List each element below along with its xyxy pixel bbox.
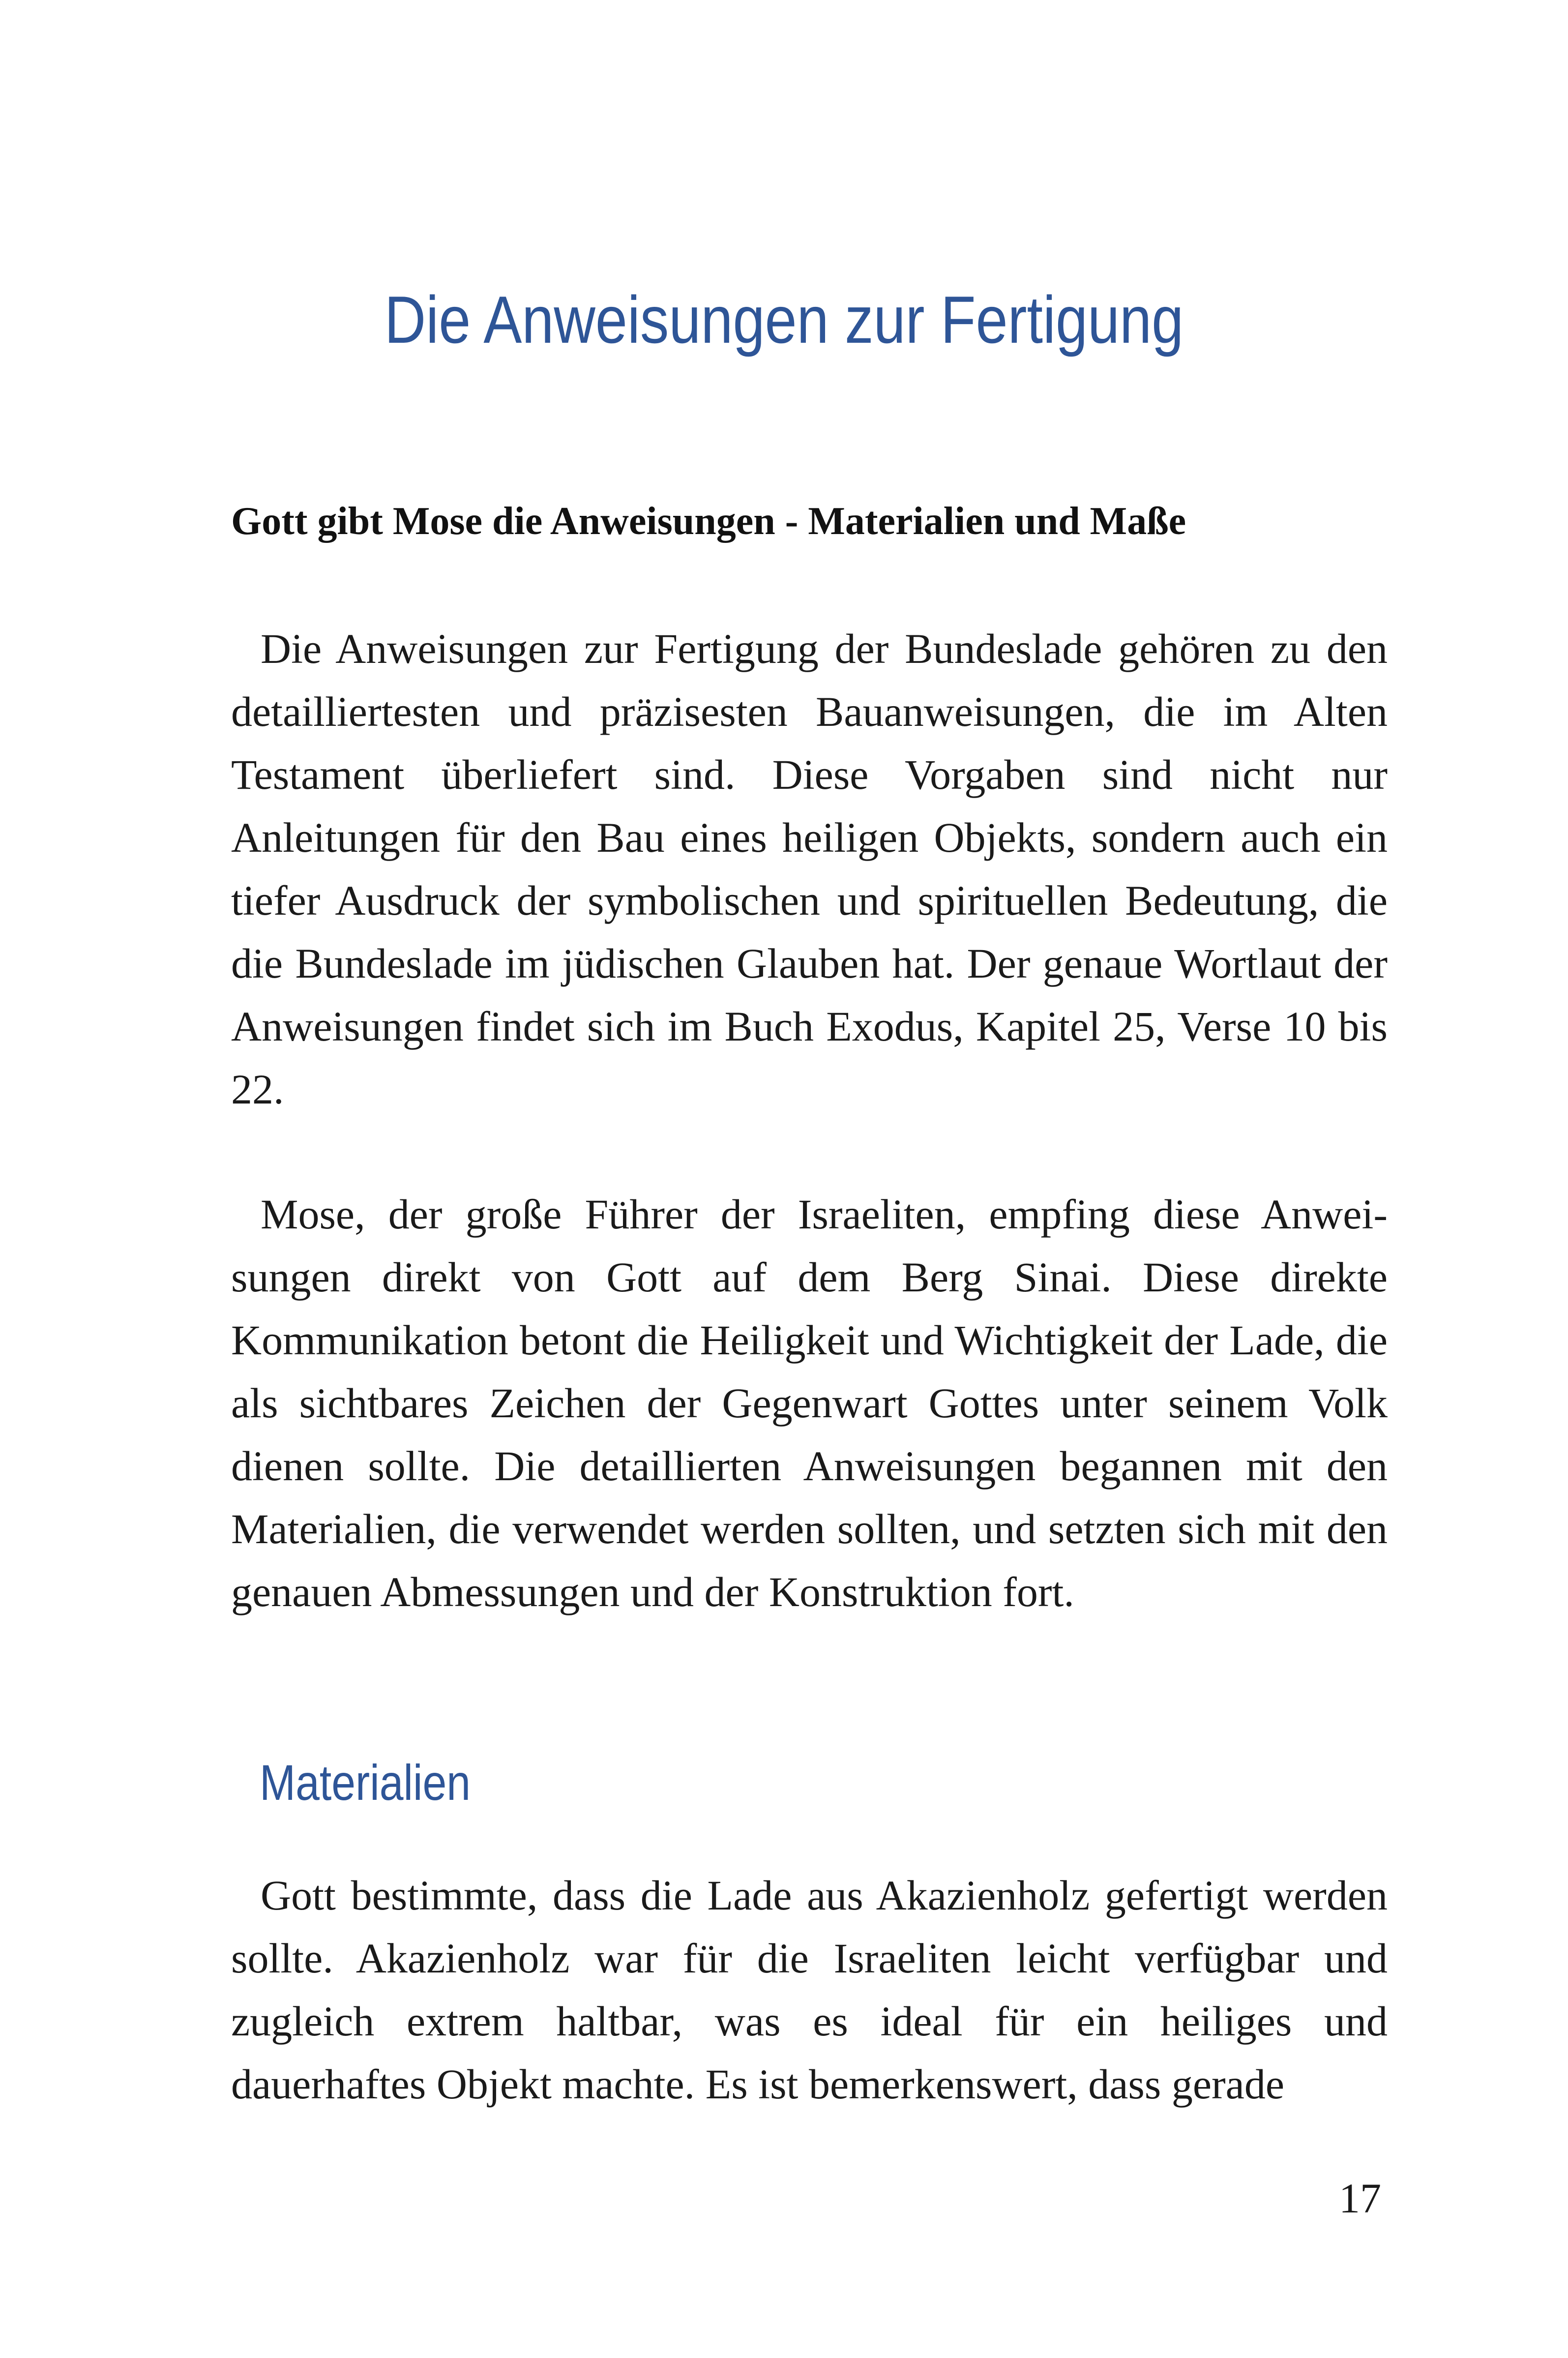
subheading: Gott gibt Mose die Anweisungen - Materialien und Maße bbox=[231, 500, 1186, 543]
paragraph-3: Gott bestimmte, dass die Lade aus Akazienholz gefertigt werden sollte. Akazienholz war für die Israeliten leicht verfügbar und zugleich extrem haltbar, was es ideal für ein heiliges und dauerhaftes Objekt machte. Es ist bemerkenswert, dass gerade bbox=[231, 1872, 1388, 2108]
page-number: 17 bbox=[1339, 2175, 1381, 2222]
paragraph-2: Mose, der große Führer der Israeliten, empfing diese Anweisungen direkt von Gott auf dem Berg Sinai. Diese direkte Kommunikation betont die Heiligkeit und Wichtigkeit der Lade, die als sichtbares Zeichen der Gegenwart Gottes unter seinem Volk dienen sollte. Die detaillierten Anweisungen begannen mit den Materialien, die verwendet werden sollten, und setzten sich mit den genauen Abmessungen und der Konstruktion fort. bbox=[231, 1191, 1388, 1615]
section-heading-materialien: Materialien bbox=[260, 1755, 471, 1811]
chapter-title: Die Anweisungen zur Fertigung bbox=[384, 282, 1184, 357]
paragraph-1: Die Anweisungen zur Fertigung der Bundeslade gehören zu den detailliertesten und präzisesten Bauanweisungen, die im Alten Testament überliefert sind. Diese Vorgaben sind nicht nur Anleitungen für den Bau eines heiligen Objekts, sondern auch ein tiefer Ausdruck der symbolischen und spirituellen Bedeutung, die die Bundeslade im jüdischen Glauben hat. Der genaue Wortlaut der Anweisungen findet sich im Buch Exodus, Kapitel 25, Verse 10 bis 22. bbox=[231, 625, 1388, 1113]
